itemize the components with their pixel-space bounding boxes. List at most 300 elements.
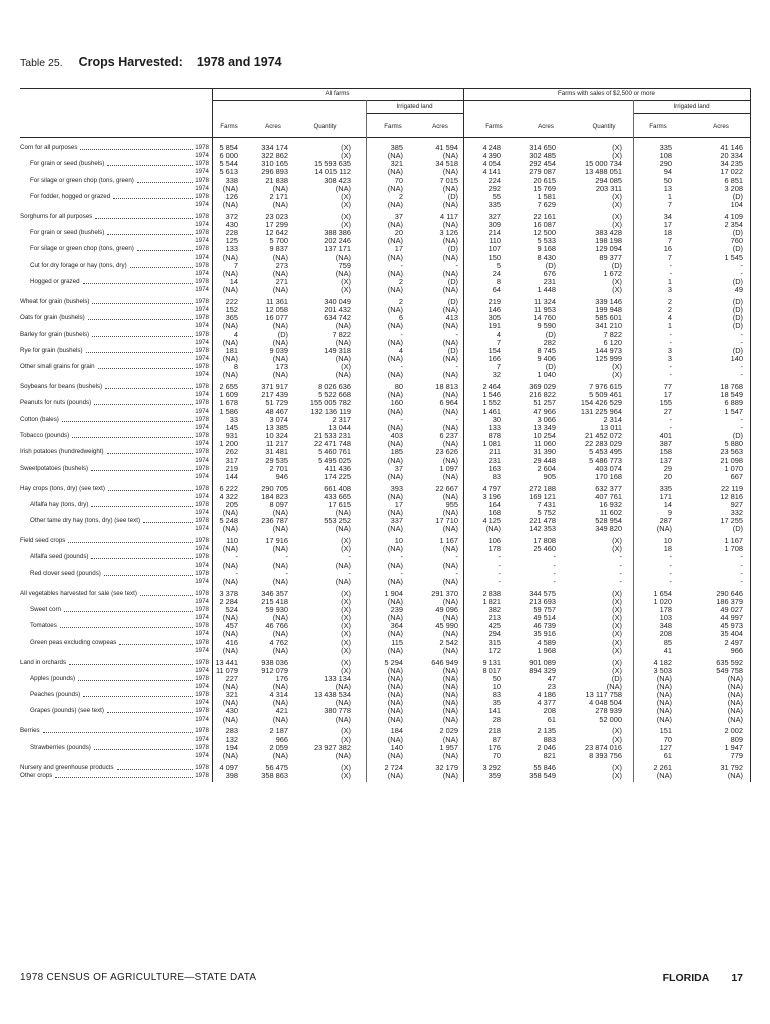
table-row <box>0 270 770 278</box>
cell-irrigated-farms: (NA) <box>387 285 403 295</box>
cell-quantity: 201 432 <box>324 305 351 315</box>
cell-acres: (NA) <box>272 560 288 570</box>
cell-sales-irrigated-farms: 401 <box>659 431 672 441</box>
table-row <box>0 772 770 780</box>
cell-quantity: (NA) <box>335 508 351 518</box>
cell-sales-irrigated-acres: 18 549 <box>720 390 743 400</box>
table-row <box>0 347 770 355</box>
cell-farms: (NA) <box>222 613 238 623</box>
cell-sales-quantity: (X) <box>612 370 622 380</box>
cell-sales-quantity: 89 377 <box>599 252 622 262</box>
cell-sales-acres: 11 324 <box>533 297 556 306</box>
cell-irrigated-farms: 2 724 <box>384 762 403 772</box>
cell-irrigated-acres: (D) <box>447 345 458 355</box>
cell-sales-irrigated-acres: 17 255 <box>720 516 743 526</box>
cell-sales-irrigated-farms: 13 <box>663 183 672 193</box>
cell-sales-acres: 47 966 <box>533 406 556 416</box>
cell-sales-irrigated-acres: 6 889 <box>724 398 743 408</box>
cell-sales-acres: 282 <box>543 337 556 347</box>
cell-irrigated-farms: (NA) <box>387 596 403 606</box>
cell-irrigated-acres: 23 626 <box>435 447 458 457</box>
cell-sales-quantity: 341 210 <box>595 321 622 331</box>
cell-sales-irrigated-acres: 31 792 <box>720 762 743 772</box>
table-row <box>0 168 770 176</box>
column-header-sales-acres: Acres <box>538 123 554 130</box>
cell-sales-irrigated-acres: - <box>740 260 743 270</box>
cell-irrigated-farms: (NA) <box>387 750 403 760</box>
cell-quantity: (NA) <box>335 354 351 364</box>
cell-irrigated-farms: (NA) <box>387 471 403 481</box>
year-cell: 1974 <box>195 201 209 209</box>
cell-sales-irrigated-acres: 49 <box>734 285 743 295</box>
cell-sales-acres: 14 760 <box>533 313 556 323</box>
cell-irrigated-acres: (D) <box>447 191 458 201</box>
year-cell: 1978 <box>195 448 209 456</box>
cell-irrigated-acres: (NA) <box>442 268 458 278</box>
table-row <box>0 501 770 509</box>
cell-sales-quantity: 5 509 461 <box>589 390 622 400</box>
cell-sales-acres: 358 549 <box>529 770 556 780</box>
cell-sales-irrigated-farms: (NA) <box>656 706 672 716</box>
cell-acres: 4 314 <box>269 690 288 700</box>
cell-irrigated-acres: (NA) <box>442 370 458 380</box>
year-cell: 1978 <box>195 691 209 699</box>
cell-quantity: (X) <box>341 637 351 647</box>
cell-irrigated-farms: 337 <box>390 516 403 526</box>
cell-sales-irrigated-farms: - <box>669 568 672 578</box>
year-cell: 1974 <box>195 492 209 500</box>
year-cell: 1974 <box>195 699 209 707</box>
cell-irrigated-farms: 80 <box>394 382 403 392</box>
cell-irrigated-farms: (NA) <box>387 770 403 780</box>
cell-sales-irrigated-acres: 5 880 <box>724 439 743 449</box>
cell-sales-acres: 2 604 <box>537 463 556 473</box>
cell-sales-farms: 164 <box>488 499 501 509</box>
cell-acres: 21 838 <box>265 175 288 185</box>
cell-sales-farms: 878 <box>488 431 501 441</box>
cell-quantity: (X) <box>341 362 351 372</box>
table-row <box>0 262 770 270</box>
cell-acres: (NA) <box>272 268 288 278</box>
cell-sales-acres: 1 968 <box>537 645 556 655</box>
cell-irrigated-acres: (NA) <box>442 422 458 432</box>
table-row <box>0 201 770 209</box>
cell-sales-quantity: (X) <box>612 605 622 614</box>
cell-irrigated-farms: 393 <box>390 483 403 493</box>
cell-acres: 966 <box>275 734 288 744</box>
cell-sales-acres: 369 029 <box>529 382 556 392</box>
cell-irrigated-acres: (NA) <box>442 406 458 416</box>
cell-acres: 48 467 <box>265 406 288 416</box>
cell-acres: 13 385 <box>265 422 288 432</box>
cell-sales-irrigated-farms: - <box>669 362 672 372</box>
cell-quantity: 8 026 636 <box>318 382 351 392</box>
cell-sales-acres: 894 329 <box>529 665 556 675</box>
cell-sales-farms: 2 464 <box>482 382 501 392</box>
cell-sales-irrigated-farms: 2 <box>667 297 672 306</box>
cell-acres: 11 217 <box>265 439 288 449</box>
cell-sales-farms: 3 292 <box>482 762 501 772</box>
cell-sales-quantity: 383 428 <box>595 228 622 238</box>
table-row <box>0 160 770 168</box>
cell-sales-quantity: 144 973 <box>595 345 622 355</box>
cell-acres: (NA) <box>272 750 288 760</box>
cell-sales-farms: 3 196 <box>482 491 501 501</box>
table-row <box>0 727 770 735</box>
cell-sales-irrigated-farms: 29 <box>663 463 672 473</box>
cell-sales-acres: 17 808 <box>533 536 556 546</box>
cell-farms: - <box>235 568 238 578</box>
table-row <box>0 298 770 306</box>
cell-sales-acres: 142 353 <box>529 524 556 534</box>
cell-sales-quantity: 22 283 029 <box>585 439 622 449</box>
cell-sales-farms: 1 461 <box>482 406 501 416</box>
cell-sales-irrigated-farms: 9 <box>667 508 672 518</box>
cell-sales-irrigated-farms: 85 <box>663 637 672 647</box>
cell-farms: 6 222 <box>219 483 238 493</box>
cell-sales-quantity: (X) <box>612 637 622 647</box>
year-cell: 1974 <box>195 221 209 228</box>
cell-acres: 322 862 <box>261 151 288 161</box>
year-cell: 1978 <box>195 674 209 682</box>
cell-sales-irrigated-acres: 2 354 <box>724 220 743 229</box>
cell-sales-acres: 231 <box>543 277 556 287</box>
cell-farms: (NA) <box>222 354 238 364</box>
cell-irrigated-farms: (NA) <box>387 422 403 432</box>
cell-sales-farms: 64 <box>492 285 501 295</box>
table-row <box>0 339 770 347</box>
cell-irrigated-acres: (NA) <box>442 491 458 501</box>
cell-acres: (NA) <box>272 576 288 586</box>
cell-irrigated-acres: (D) <box>447 244 458 254</box>
cell-quantity: (X) <box>341 588 351 598</box>
cell-acres: 290 705 <box>261 483 288 493</box>
cell-sales-irrigated-acres: 927 <box>730 499 743 509</box>
cell-sales-quantity: 52 000 <box>599 714 622 724</box>
cell-irrigated-farms: 184 <box>390 726 403 736</box>
crop-label: Sweet corn <box>30 606 61 613</box>
year-cell: 1978 <box>195 638 209 646</box>
cell-sales-irrigated-farms: (NA) <box>656 524 672 534</box>
cell-quantity: (X) <box>341 726 351 736</box>
cell-irrigated-acres: (NA) <box>442 673 458 683</box>
year-cell: 1974 <box>195 683 209 690</box>
cell-sales-quantity: 15 000 734 <box>585 159 622 169</box>
cell-sales-farms: 327 <box>488 211 501 221</box>
table-row <box>0 764 770 772</box>
cell-acres: 12 058 <box>265 305 288 315</box>
cell-sales-irrigated-farms: 1 020 <box>653 596 672 606</box>
cell-quantity: 2 317 <box>332 414 351 424</box>
table-row <box>0 177 770 185</box>
cell-irrigated-farms: (NA) <box>387 544 403 554</box>
cell-sales-farms: 5 <box>496 260 501 270</box>
crop-label: All vegetables harvested for sale (see text) <box>20 589 137 597</box>
cell-sales-irrigated-acres: 20 334 <box>720 151 743 161</box>
cell-sales-quantity: 407 761 <box>595 491 622 501</box>
crop-label: Rye for grain (bushels) <box>20 346 83 354</box>
cell-sales-farms: 150 <box>488 252 501 262</box>
cell-irrigated-acres: 6 964 <box>439 398 458 408</box>
cell-quantity: (NA) <box>335 337 351 347</box>
cell-sales-irrigated-acres: 1 547 <box>724 406 743 416</box>
year-cell: 1978 <box>195 707 209 715</box>
table-row <box>0 716 770 724</box>
cell-farms: 228 <box>225 228 238 238</box>
cell-irrigated-farms: - <box>400 552 403 562</box>
table-row <box>0 306 770 314</box>
table-row <box>0 144 770 152</box>
cell-sales-irrigated-farms: 3 503 <box>653 665 672 675</box>
cell-irrigated-acres: (NA) <box>442 151 458 161</box>
cell-sales-farms: 213 <box>488 613 501 623</box>
year-cell: 1974 <box>195 391 209 399</box>
cell-quantity: (X) <box>341 191 351 201</box>
cell-sales-irrigated-farms: - <box>669 560 672 570</box>
cell-quantity: (X) <box>341 220 351 229</box>
year-cell: 1974 <box>195 371 209 379</box>
cell-sales-farms: 382 <box>488 605 501 614</box>
cell-sales-farms: 35 <box>492 698 501 708</box>
cell-quantity: 174 225 <box>324 471 351 481</box>
crop-label: Tobacco (pounds) <box>20 432 70 440</box>
column-header-sales-quantity: Quantity <box>592 123 616 130</box>
cell-irrigated-farms: - <box>400 362 403 372</box>
cell-sales-acres: 20 615 <box>533 175 556 185</box>
cell-sales-acres: 5 752 <box>537 508 556 518</box>
cell-sales-acres: 5 533 <box>537 236 556 246</box>
cell-sales-farms: - <box>498 576 501 586</box>
cell-farms: 133 <box>225 244 238 254</box>
cell-irrigated-acres: (NA) <box>442 750 458 760</box>
cell-sales-acres: 279 087 <box>529 167 556 177</box>
cell-sales-irrigated-acres: 809 <box>730 734 743 744</box>
year-cell: 1974 <box>195 306 209 314</box>
cell-quantity: (X) <box>341 200 351 210</box>
cell-irrigated-farms: (NA) <box>387 455 403 465</box>
table-row <box>0 639 770 647</box>
cell-acres: (NA) <box>272 183 288 193</box>
crop-label: Berries <box>20 727 40 735</box>
cell-sales-irrigated-farms: 127 <box>659 742 672 752</box>
cell-sales-farms: 7 <box>496 337 501 347</box>
table-row <box>0 440 770 448</box>
cell-irrigated-acres: 4 117 <box>440 211 458 221</box>
cell-sales-irrigated-farms: 10 <box>663 536 672 546</box>
table-row <box>0 683 770 691</box>
cell-farms: 1 678 <box>219 398 238 408</box>
cell-acres: 8 097 <box>269 499 288 509</box>
cell-farms: 5 248 <box>219 516 238 526</box>
cell-irrigated-farms: 321 <box>390 159 403 169</box>
cell-sales-irrigated-acres: (D) <box>732 345 743 355</box>
table-row <box>0 525 770 533</box>
table-row <box>0 355 770 363</box>
cell-acres: 16 077 <box>265 313 288 323</box>
table-row <box>0 614 770 622</box>
cell-irrigated-acres: (NA) <box>442 200 458 210</box>
year-cell: 1974 <box>195 338 209 346</box>
cell-sales-farms: 4 054 <box>482 159 501 169</box>
cell-farms: 152 <box>225 305 238 315</box>
cell-quantity: - <box>348 552 351 562</box>
cell-farms: (NA) <box>222 370 238 380</box>
cell-sales-farms: 191 <box>488 321 501 331</box>
year-cell: 1978 <box>195 314 209 322</box>
cell-farms: (NA) <box>222 200 238 210</box>
cell-irrigated-acres: (NA) <box>442 508 458 518</box>
cell-sales-irrigated-acres: 290 646 <box>716 588 743 598</box>
cell-acres: 938 036 <box>261 657 288 667</box>
crop-label: Cut for dry forage or hay (tons, dry) <box>30 261 127 269</box>
cell-sales-irrigated-acres: (D) <box>732 524 743 534</box>
cell-quantity: (X) <box>341 621 351 631</box>
cell-farms: (NA) <box>222 285 238 295</box>
table-row <box>0 578 770 586</box>
cell-sales-irrigated-farms: - <box>669 260 672 270</box>
table-row <box>0 562 770 570</box>
cell-irrigated-acres: 413 <box>445 313 458 323</box>
cell-sales-irrigated-acres: - <box>740 414 743 424</box>
cell-irrigated-acres: 2 542 <box>439 637 458 647</box>
cell-sales-farms: 4 797 <box>482 483 501 493</box>
cell-farms: 5 544 <box>219 159 238 169</box>
cell-irrigated-acres: (NA) <box>442 698 458 708</box>
cell-farms: 219 <box>225 463 238 473</box>
cell-quantity: (NA) <box>335 524 351 534</box>
cell-sales-acres: 901 089 <box>529 657 556 667</box>
cell-acres: 215 418 <box>261 596 288 606</box>
cell-irrigated-farms: - <box>400 329 403 339</box>
cell-sales-farms: 335 <box>488 200 501 210</box>
crop-label: Corn for all purposes <box>20 144 78 151</box>
cell-sales-acres: 31 390 <box>533 447 556 457</box>
cell-irrigated-farms: 2 <box>398 191 403 201</box>
cell-acres: 2 059 <box>269 742 288 752</box>
cell-sales-irrigated-farms: - <box>669 576 672 586</box>
cell-irrigated-acres: 291 370 <box>431 588 458 598</box>
cell-sales-irrigated-farms: 4 182 <box>653 657 672 667</box>
cell-sales-farms: 146 <box>488 305 501 315</box>
table-row <box>0 221 770 229</box>
cell-farms: (NA) <box>222 682 238 691</box>
cell-acres: 173 <box>275 362 288 372</box>
cell-farms: 317 <box>225 455 238 465</box>
cell-sales-irrigated-acres: (NA) <box>727 698 743 708</box>
cell-farms: 283 <box>225 726 238 736</box>
column-header-acres: Acres <box>265 123 281 130</box>
cell-irrigated-acres: - <box>455 362 458 372</box>
cell-acres: (NA) <box>272 337 288 347</box>
cell-sales-acres: 7 431 <box>537 499 556 509</box>
cell-sales-farms: 30 <box>492 414 501 424</box>
year-cell: 1974 <box>195 286 209 294</box>
cell-quantity: 155 005 782 <box>309 398 351 408</box>
cell-irrigated-farms: (NA) <box>387 665 403 675</box>
cell-sales-farms: (NA) <box>485 524 501 534</box>
cell-irrigated-farms: (NA) <box>387 268 403 278</box>
cell-sales-irrigated-acres: (D) <box>732 305 743 315</box>
cell-acres: 59 930 <box>265 605 288 614</box>
cell-sales-farms: 309 <box>488 220 501 229</box>
cell-irrigated-farms: 403 <box>390 431 403 441</box>
cell-sales-quantity: (X) <box>612 362 622 372</box>
cell-sales-irrigated-acres: 35 404 <box>720 629 743 639</box>
cell-sales-irrigated-farms: 151 <box>659 726 672 736</box>
cell-irrigated-farms: 185 <box>390 447 403 457</box>
cell-irrigated-acres: (NA) <box>442 252 458 262</box>
cell-irrigated-acres: 32 179 <box>435 762 458 772</box>
cell-sales-quantity: 198 198 <box>595 236 622 246</box>
year-cell: 1974 <box>195 614 209 622</box>
cell-sales-irrigated-farms: 17 <box>663 220 672 229</box>
crop-label: Hay crops (tons, dry) (see text) <box>20 484 105 492</box>
cell-irrigated-acres: (NA) <box>442 629 458 639</box>
cell-sales-farms: 8 <box>496 277 501 287</box>
cell-sales-acres: 221 478 <box>529 516 556 526</box>
cell-sales-farms: 133 <box>488 422 501 432</box>
cell-sales-irrigated-farms: 17 <box>663 390 672 400</box>
cell-farms: 4 322 <box>219 491 238 501</box>
cell-quantity: (NA) <box>335 698 351 708</box>
cell-quantity: 308 423 <box>324 175 351 185</box>
cell-quantity: (X) <box>341 285 351 295</box>
crop-label: Irish potatoes (hundredweight) <box>20 448 104 456</box>
cell-acres: 9 837 <box>269 244 288 254</box>
cell-acres: 310 165 <box>261 159 288 169</box>
cell-sales-irrigated-farms: 16 <box>663 244 672 254</box>
cell-acres: 10 324 <box>265 431 288 441</box>
cell-irrigated-farms: (NA) <box>387 524 403 534</box>
cell-irrigated-farms: 37 <box>394 463 403 473</box>
cell-sales-quantity: (X) <box>612 770 622 780</box>
cell-irrigated-farms: 37 <box>394 211 403 221</box>
cell-sales-acres: 4 589 <box>537 637 556 647</box>
cell-sales-irrigated-acres: 6 851 <box>724 175 743 185</box>
cell-quantity: 340 049 <box>324 297 351 306</box>
cell-sales-farms: 168 <box>488 508 501 518</box>
cell-sales-acres: 11 060 <box>533 439 556 449</box>
cell-sales-irrigated-farms: 61 <box>663 750 672 760</box>
cell-acres: 271 <box>275 277 288 287</box>
cell-sales-farms: 141 <box>488 706 501 716</box>
cell-sales-quantity: 7 822 <box>603 329 622 339</box>
cell-sales-acres: 15 769 <box>533 183 556 193</box>
cell-quantity: (X) <box>341 544 351 554</box>
crop-label: Strawberries (pounds) <box>30 743 91 751</box>
cell-farms: 430 <box>225 220 238 229</box>
cell-sales-irrigated-acres: 3 208 <box>724 183 743 193</box>
column-header-quantity: Quantity <box>313 123 337 130</box>
cell-sales-irrigated-farms: 171 <box>659 491 672 501</box>
cell-quantity: 634 742 <box>324 313 351 323</box>
table-row <box>0 152 770 160</box>
cell-sales-acres: 169 121 <box>529 491 556 501</box>
cell-irrigated-acres: (NA) <box>442 714 458 724</box>
cell-quantity: 23 927 382 <box>314 742 351 752</box>
crop-label: Other tame dry hay (tons, dry) (see text) <box>30 517 141 525</box>
cell-irrigated-acres: (NA) <box>442 734 458 744</box>
cell-irrigated-farms: 160 <box>390 398 403 408</box>
cell-farms: 457 <box>225 621 238 631</box>
year-cell: 1978 <box>195 346 209 354</box>
cell-sales-farms: 83 <box>492 471 501 481</box>
cell-irrigated-acres: 7 015 <box>439 175 458 185</box>
year-cell: 1978 <box>195 192 209 200</box>
cell-sales-irrigated-acres: - <box>740 329 743 339</box>
cell-irrigated-farms: 20 <box>394 228 403 238</box>
cell-farms: 222 <box>225 297 238 306</box>
